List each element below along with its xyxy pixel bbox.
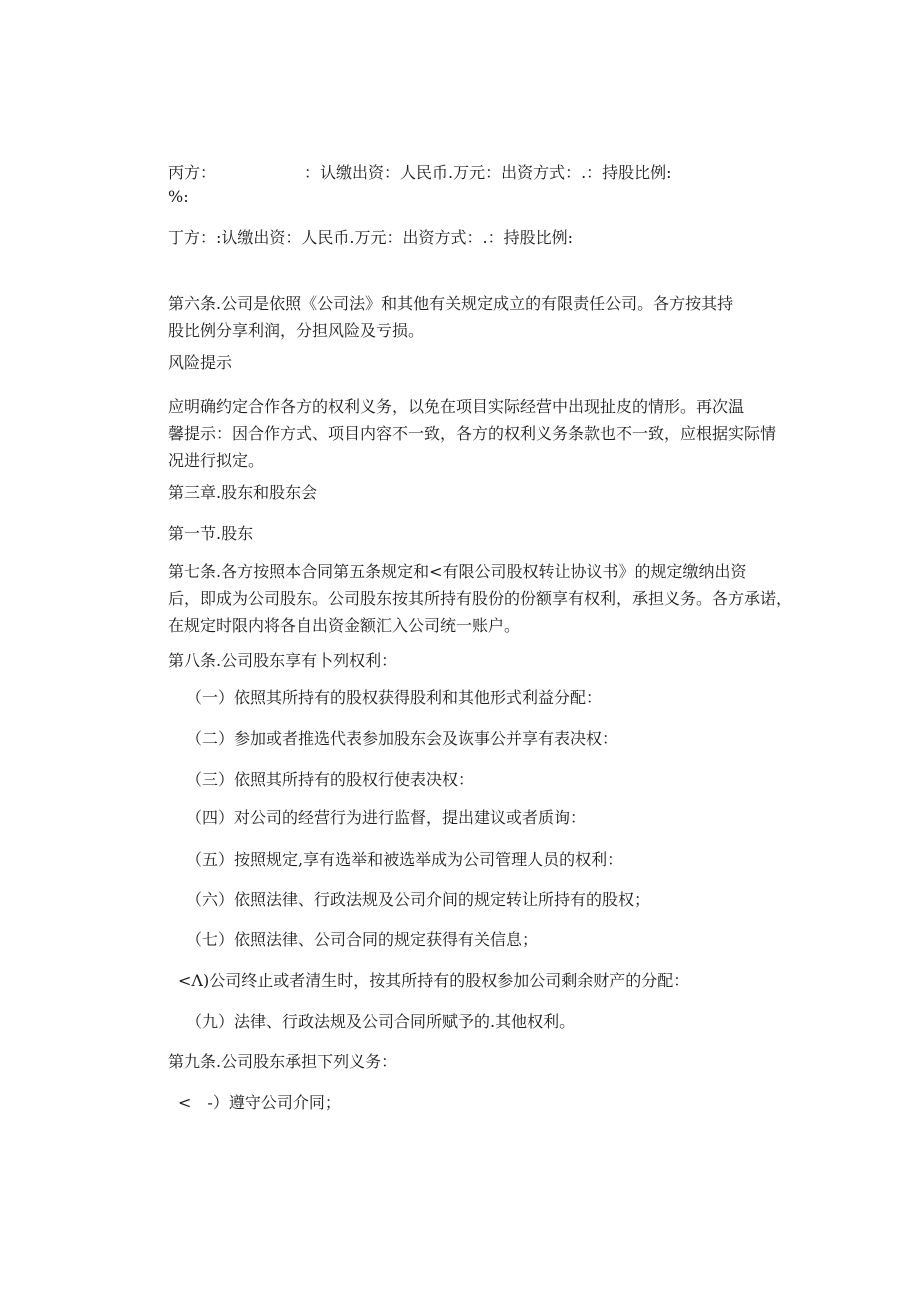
article-6-line-2: 股比例分享利润，分担风险及亏损。	[168, 321, 425, 340]
right-item: （四）对公司的经营行为进行监督，提出建议或者质询：	[186, 808, 587, 827]
chapter-3-heading: 第三章.股东和股东会	[168, 483, 318, 502]
risk-line-1: 应明确约定合作各方的权利义务，以免在项目实际经营中出现扯皮的情形。再次温	[168, 397, 745, 416]
article-7-line-1: 第七条.各方按照本合同第五条规定和<有限公司股权转让协议书》的规定缴纳出资	[168, 562, 747, 581]
risk-title: 风险提示	[168, 353, 233, 372]
right-item: <Λ)公司终止或者清生时，按其所持有的股权参加公司剩余财产的分配：	[178, 971, 690, 990]
right-item: （六）依照法律、行政法规及公司介间的规定转让所持有的股权；	[186, 890, 651, 909]
risk-paragraph	[168, 393, 788, 474]
article-9-heading: 第九条.公司股东承担下列义务：	[168, 1052, 398, 1071]
right-item: （七）依照法律、公司合同的规定获得有关信息；	[186, 930, 539, 949]
article-7-paragraph	[168, 558, 793, 639]
article-6-paragraph	[168, 290, 788, 344]
right-item: （三）依照其所持有的股权行使表决权：	[186, 770, 475, 789]
section-1-heading: 第一节.股东	[168, 524, 254, 543]
right-item: （二）参加或者推选代表参加股东会及诙事公并享有表决权：	[186, 729, 619, 748]
right-item: （五）按照规定,享有选举和被选举成为公司管理人员的权利：	[186, 850, 624, 869]
article-7-line-2: 后，即成为公司股东。公司股东按其所持有股份的份额享有权利，承担义务。各方承诺，	[168, 589, 793, 608]
article-6-line-1: 第六条.公司是依照《公司法》和其他有关规定成立的有限责任公司。各方按其持	[168, 294, 734, 313]
right-item: （九）法律、行政法规及公司合同所赋予的.其他权利。	[186, 1012, 576, 1031]
party-c-ratio-line: %:	[168, 187, 189, 206]
party-d-line: 丁方：:认缴出资：人民币.万元：出资方式：.：持股比例:	[168, 228, 573, 247]
duty-item: < -）遵守公司介同；	[178, 1093, 341, 1112]
party-c-line: 丙方： ：认缴出资：人民币.万元：出资方式：.：持股比例:	[168, 163, 672, 182]
right-item: （一）依照其所持有的股权获得股利和其他形式利益分配：	[186, 688, 603, 707]
article-7-line-3: 在规定时限内将各自出资金额汇入公司统一账户。	[168, 616, 521, 635]
article-8-heading: 第八条.公司股东享有卜列权利：	[168, 651, 398, 670]
risk-line-3: 况进行拟定。	[168, 451, 265, 470]
risk-line-2: 馨提示：因合作方式、项目内容不一致，各方的权利义务条款也不一致，应根据实际情	[168, 424, 777, 443]
